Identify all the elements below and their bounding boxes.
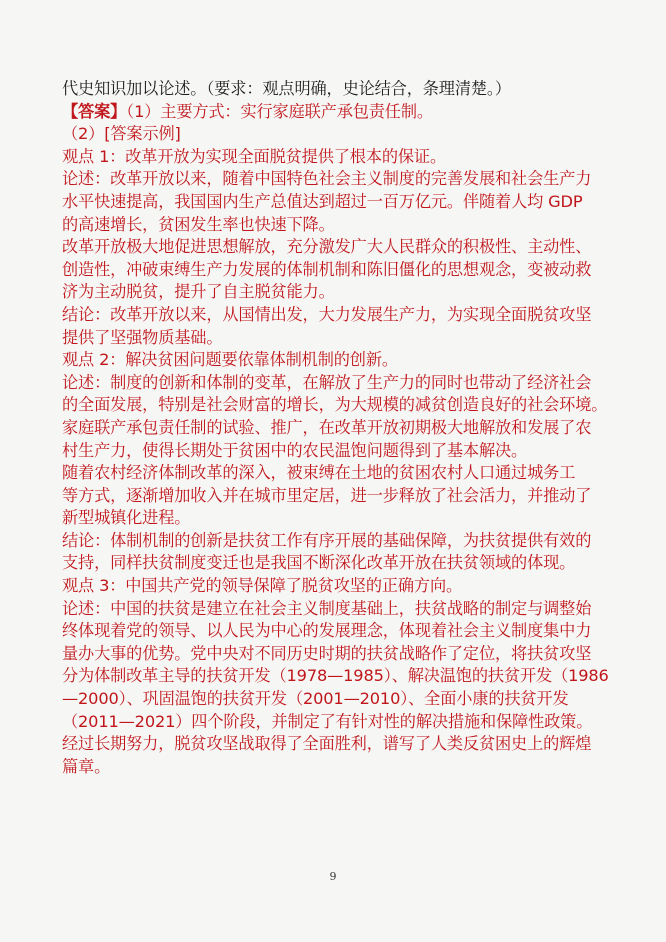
answer-line: 村生产力，使得长期处于贫困中的农民温饱问题得到了基本解决。 bbox=[62, 440, 528, 460]
answer-line: 家庭联产承包责任制的试验、推广，在改革开放初期极大地解放和发展了农 bbox=[62, 417, 592, 437]
answer-line: 结论：体制机制的创新是扶贫工作有序开展的基础保障，为扶贫提供有效的 bbox=[62, 530, 592, 550]
answer-part-2-label: （2）[答案示例] bbox=[62, 124, 181, 144]
answer-line: 水平快速提高，我国国内生产总值达到超过一百万亿元。伴随着人均 GDP bbox=[62, 191, 583, 211]
answer-line: 终体现着党的领导、以人民为中心的发展理念，体现着社会主义制度集中力 bbox=[62, 621, 592, 641]
answer-line: 随着农村经济体制改革的深入，被束缚在土地的贫困农村人口通过城务工 bbox=[62, 463, 576, 483]
answer-line: 量办大事的优势。党中央对不同历史时期的扶贫战略作了定位，将扶贫攻坚 bbox=[62, 643, 592, 663]
answer-line: 论述：制度的创新和体制的变革，在解放了生产力的同时也带动了经济社会 bbox=[62, 372, 592, 392]
answer-body bbox=[62, 146, 610, 779]
answer-line: 观点 1：改革开放为实现全面脱贫提供了根本的保证。 bbox=[62, 146, 447, 166]
answer-line: 经过长期努力，脱贫攻坚战取得了全面胜利，谱写了人类反贫困史上的辉煌 bbox=[62, 734, 592, 754]
answer-line: 观点 2：解决贫困问题要依靠体制机制的创新。 bbox=[62, 350, 398, 370]
answer-line: 创造性，冲破束缚生产力发展的体制机制和陈旧僵化的思想观念，变被动救 bbox=[62, 259, 592, 279]
question-tail: 代史知识加以论述。（要求：观点明确，史论结合，条理清楚。） bbox=[62, 79, 511, 98]
answer-line: 分为体制改革主导的扶贫开发（1978—1985）、解决温饱的扶贫开发（1986 bbox=[62, 666, 609, 686]
page-number: 9 bbox=[329, 870, 337, 883]
answer-line: 的全面发展，特别是社会财富的增长，为大规模的减贫创造良好的社会环境。 bbox=[62, 395, 608, 415]
answer-line: 结论：改革开放以来，从国情出发，大力发展生产力，为实现全面脱贫攻坚 bbox=[62, 304, 592, 324]
answer-line: 的高速增长，贫困发生率也快速下降。 bbox=[62, 214, 335, 234]
answer-line: 支持，同样扶贫制度变迁也是我国不断深化改革开放在扶贫领域的体现。 bbox=[62, 553, 576, 573]
answer-line: 篇章。 bbox=[62, 756, 111, 776]
answer-line: 改革开放极大地促进思想解放，充分激发广大人民群众的积极性、主动性、 bbox=[62, 237, 592, 257]
answer-line: 提供了坚强物质基础。 bbox=[62, 327, 223, 347]
answer-1-text: （1）主要方式：实行家庭联产承包责任制。 bbox=[126, 101, 433, 121]
answer-line: 等方式，逐渐增加收入并在城市里定居，进一步释放了社会活力，并推动了 bbox=[62, 485, 592, 505]
answer-line: 观点 3：中国共产党的领导保障了脱贫攻坚的正确方向。 bbox=[62, 576, 463, 596]
answer-line: （2011—2021）四个阶段，并制定了有针对性的解决措施和保障性政策。 bbox=[62, 711, 593, 731]
answer-line: 济为主动脱贫，提升了自主脱贫能力。 bbox=[62, 282, 335, 302]
answer-line: 论述：改革开放以来，随着中国特色社会主义制度的完善发展和社会生产力 bbox=[62, 169, 592, 189]
answer-part-1 bbox=[62, 101, 610, 124]
answer-line: 新型城镇化进程。 bbox=[62, 508, 191, 528]
answer-line: —2000）、巩固温饱的扶贫开发（2001—2010）、全面小康的扶贫开发 bbox=[62, 689, 569, 709]
answer-line: 论述：中国的扶贫是建立在社会主义制度基础上，扶贫战略的制定与调整始 bbox=[62, 598, 592, 618]
answer-tag: 【答案】 bbox=[62, 101, 127, 121]
